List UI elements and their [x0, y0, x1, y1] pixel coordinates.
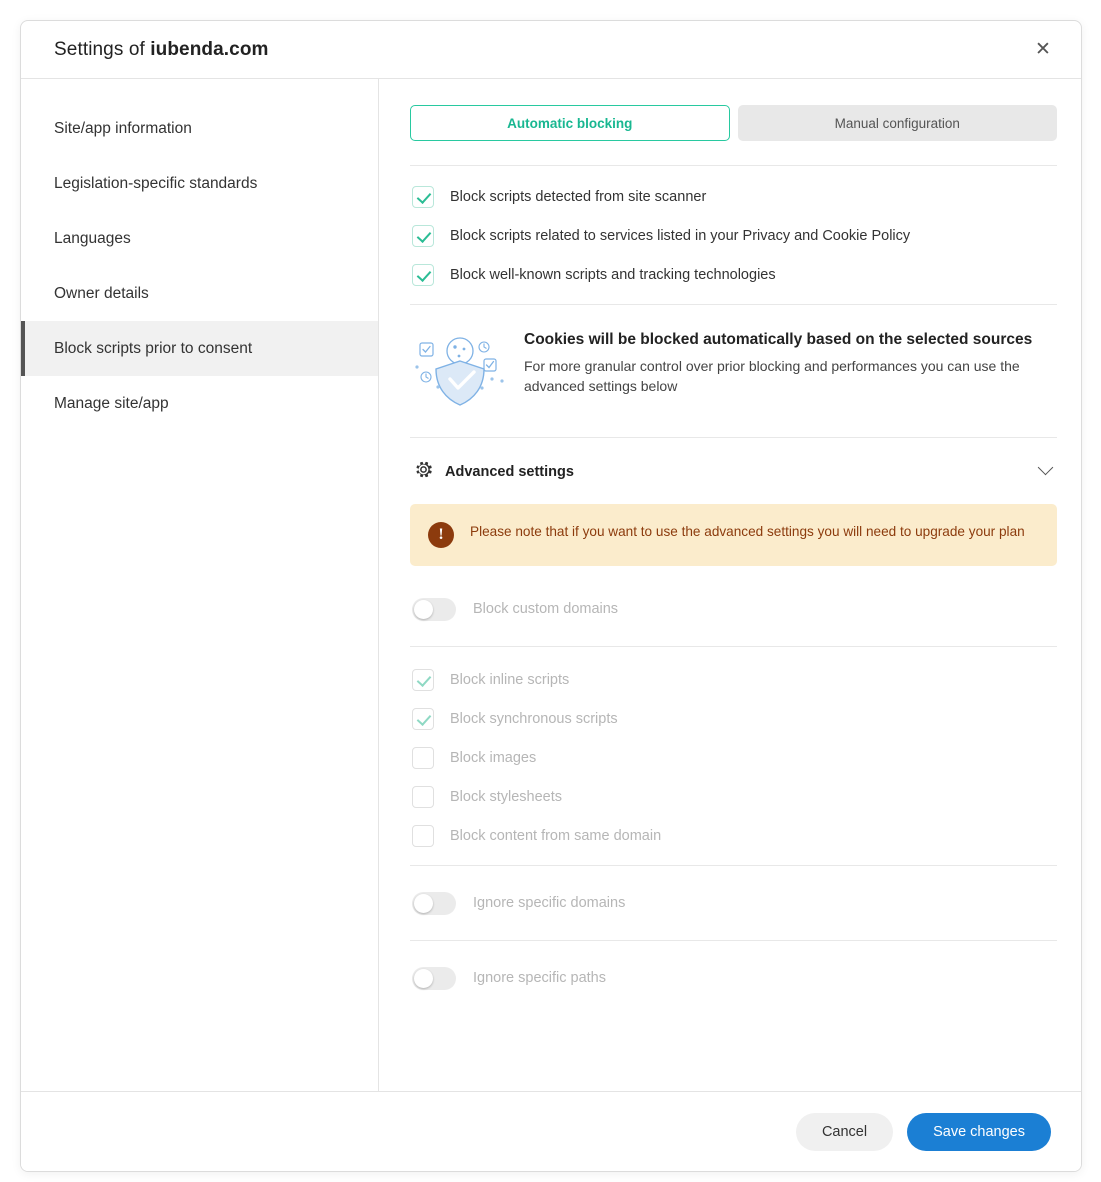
sidebar-item-label: Languages	[54, 229, 131, 247]
cancel-button[interactable]: Cancel	[796, 1113, 893, 1151]
checkbox-block-inline-scripts[interactable]	[412, 669, 434, 691]
sidebar-item-label: Owner details	[54, 284, 149, 302]
shield-cookie-illustration-icon	[414, 331, 506, 409]
checkbox-well-known-scripts[interactable]	[412, 264, 434, 286]
checkbox-row-well-known-scripts[interactable]	[412, 264, 1057, 286]
sidebar-item-label: Site/app information	[54, 119, 192, 137]
sidebar-item-owner-details[interactable]	[21, 266, 378, 321]
alert-exclamation-icon: !	[428, 522, 454, 548]
checkbox-label: Block inline scripts	[450, 672, 570, 688]
tab-manual-configuration[interactable]	[738, 105, 1058, 141]
modal-header	[21, 21, 1081, 79]
settings-modal	[20, 20, 1082, 1172]
checkbox-block-images[interactable]	[412, 747, 434, 769]
toggle-block-custom-domains[interactable]	[412, 598, 456, 621]
tab-automatic-blocking[interactable]	[410, 105, 730, 141]
info-subtitle: For more granular control over prior blocking and performances you can use the advanced settings below	[524, 358, 1020, 395]
toggle-label: Ignore specific paths	[473, 970, 606, 986]
toggle-label: Block custom domains	[473, 601, 619, 617]
page-title-domain: iubenda.com	[150, 38, 269, 60]
modal-body	[21, 79, 1081, 1091]
toggle-row-ignore-specific-domains[interactable]	[410, 866, 1057, 940]
settings-content	[379, 79, 1081, 1091]
advanced-settings-label: Advanced settings	[445, 464, 574, 480]
toggle-ignore-specific-paths[interactable]	[412, 967, 456, 990]
checkbox-privacy-policy-services[interactable]	[412, 225, 434, 247]
page-title	[54, 39, 269, 61]
sidebar-item-label: Legislation-specific standards	[54, 174, 258, 192]
checkbox-label: Block scripts related to services listed in your Privacy and Cookie Policy	[450, 228, 911, 244]
checkbox-label: Block images	[450, 750, 537, 766]
blocking-mode-tabs	[410, 105, 1057, 141]
checkbox-label: Block synchronous scripts	[450, 711, 618, 727]
toggle-row-block-custom-domains[interactable]	[410, 572, 1057, 646]
checkbox-label: Block stylesheets	[450, 789, 563, 805]
save-changes-button[interactable]: Save changes	[907, 1113, 1051, 1151]
warning-text: Please note that if you want to use the advanced settings you will need to upgrade your plan	[470, 524, 1025, 539]
checkbox-row-site-scanner[interactable]	[412, 186, 1057, 208]
checkbox-label: Block well-known scripts and tracking technologies	[450, 267, 776, 283]
page-title-prefix: Settings of	[54, 38, 151, 60]
checkbox-site-scanner[interactable]	[412, 186, 434, 208]
checkbox-row-block-synchronous-scripts[interactable]	[412, 708, 1057, 730]
tab-label: Manual configuration	[834, 115, 960, 131]
tab-label: Automatic blocking	[507, 115, 633, 131]
checkbox-block-synchronous-scripts[interactable]	[412, 708, 434, 730]
sidebar-item-label: Block scripts prior to consent	[54, 339, 253, 357]
checkbox-row-block-images[interactable]	[412, 747, 1057, 769]
chevron-down-icon[interactable]	[1038, 460, 1054, 476]
sidebar-item-label: Manage site/app	[54, 394, 169, 412]
auto-blocking-info-panel	[410, 305, 1057, 437]
gear-icon	[414, 460, 433, 484]
checkbox-row-privacy-policy-services[interactable]	[412, 225, 1057, 247]
sidebar-item-legislation-specific-standards[interactable]	[21, 156, 378, 211]
info-title: Cookies will be blocked automatically based on the selected sources	[524, 331, 1033, 348]
modal-footer	[21, 1091, 1081, 1171]
sidebar-item-block-scripts-prior-to-consent[interactable]	[21, 321, 378, 376]
toggle-ignore-specific-domains[interactable]	[412, 892, 456, 915]
advanced-checkbox-list	[410, 647, 1057, 865]
close-icon[interactable]: ✕	[1031, 38, 1055, 62]
sidebar-item-languages[interactable]	[21, 211, 378, 266]
sidebar-item-site-app-information[interactable]	[21, 101, 378, 156]
checkbox-row-block-inline-scripts[interactable]	[412, 669, 1057, 691]
upgrade-plan-warning	[410, 504, 1057, 566]
auto-blocking-info-text	[524, 331, 1034, 397]
toggle-label: Ignore specific domains	[473, 895, 626, 911]
advanced-settings-header[interactable]	[410, 438, 1057, 504]
checkbox-row-block-stylesheets[interactable]	[412, 786, 1057, 808]
sidebar	[21, 79, 379, 1091]
checkbox-label: Block content from same domain	[450, 828, 662, 844]
checkbox-block-content-same-domain[interactable]	[412, 825, 434, 847]
sidebar-item-manage-site-app[interactable]	[21, 376, 378, 431]
blocking-sources-list	[410, 166, 1057, 304]
toggle-row-ignore-specific-paths[interactable]	[410, 941, 1057, 1015]
checkbox-block-stylesheets[interactable]	[412, 786, 434, 808]
checkbox-label: Block scripts detected from site scanner	[450, 189, 707, 205]
checkbox-row-block-content-same-domain[interactable]	[412, 825, 1057, 847]
